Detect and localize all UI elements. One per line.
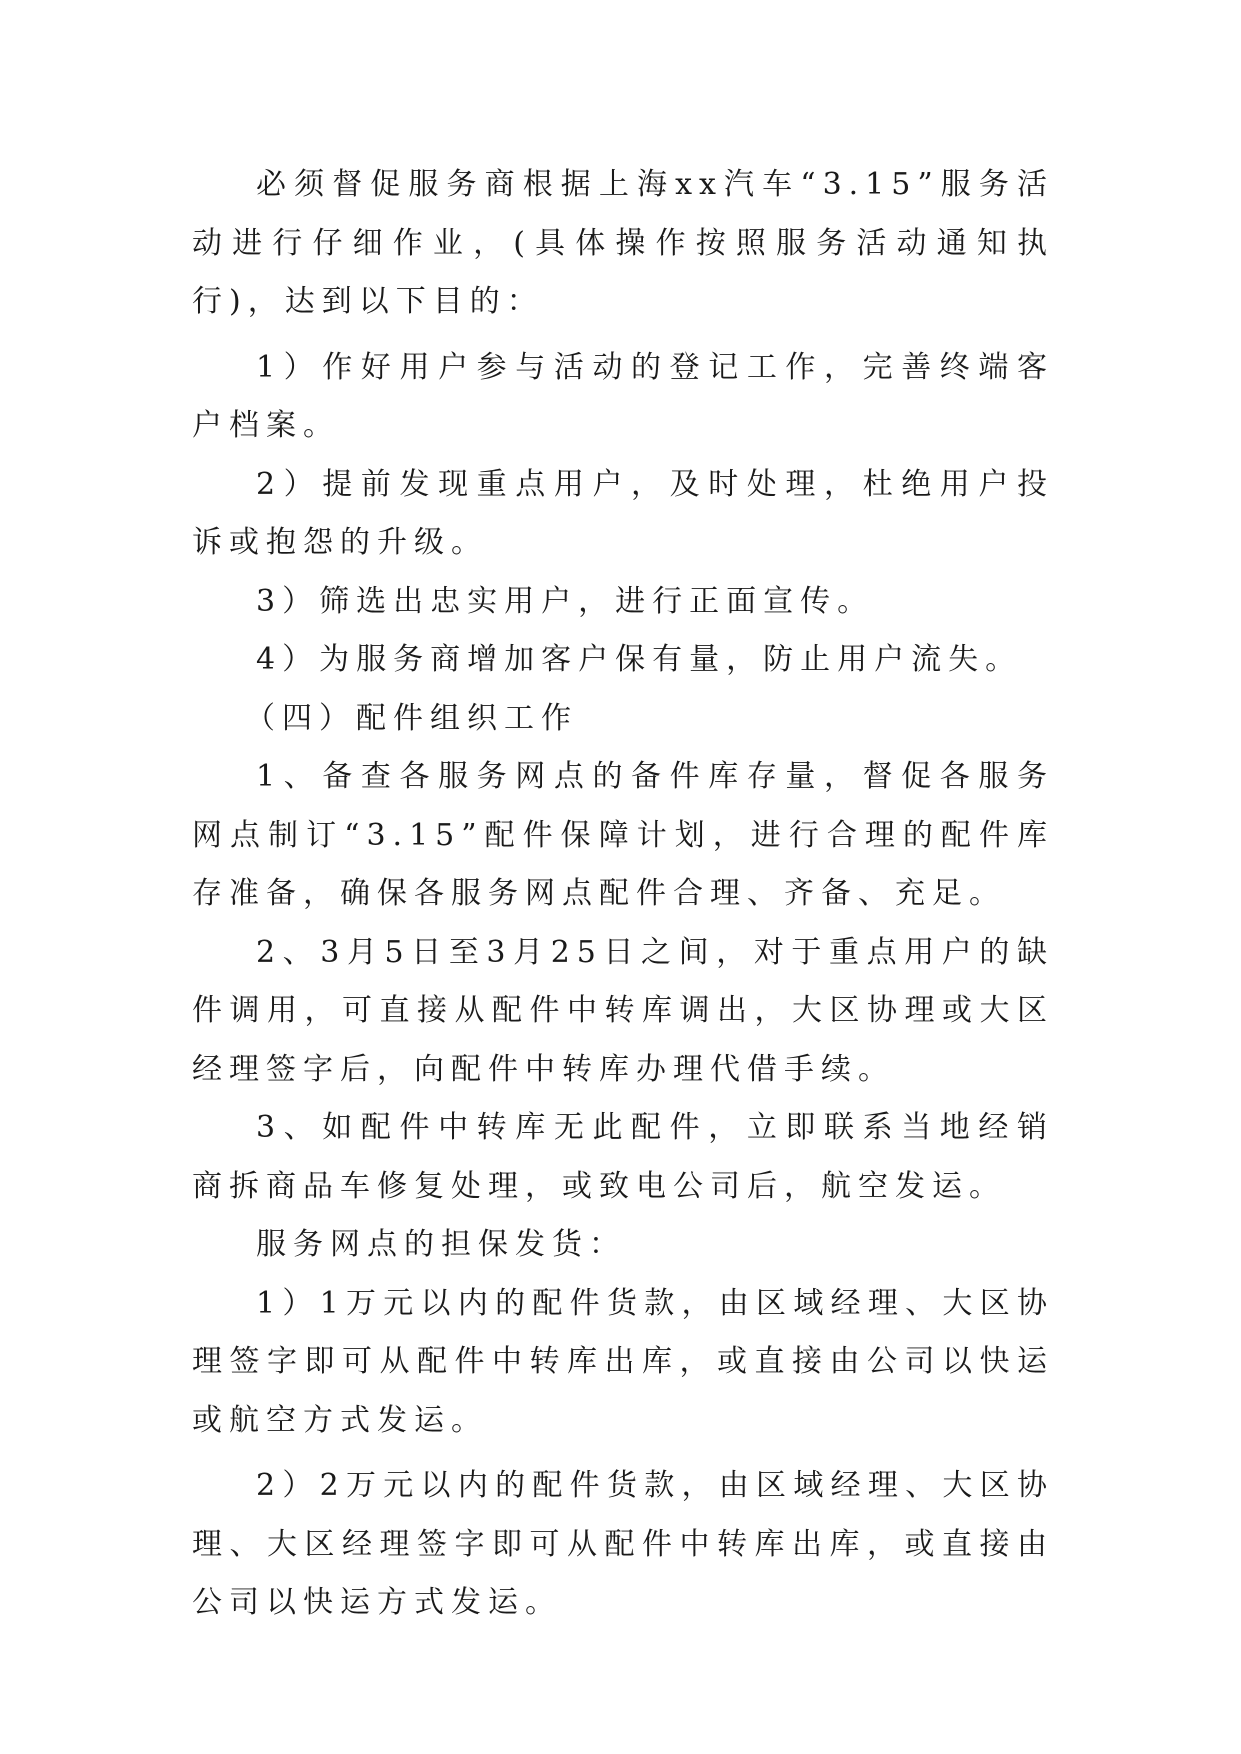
paragraph-parts-2: 2、3月5日至3月25日之间，对于重点用户的缺件调用，可直接从配件中转库调出，大区协理或大区经理签字后，向配件中转库办理代借手续。 bbox=[192, 934, 1054, 1087]
paragraph-parts-3: 3、如配件中转库无此配件，立即联系当地经销商拆商品车修复处理，或致电公司后，航空发运。 bbox=[192, 1110, 1054, 1204]
paragraph-guarantee-2: 2）2万元以内的配件货款，由区域经理、大区协理、大区经理签字即可从配件中转库出库，或直接由公司以快运方式发运。 bbox=[192, 1468, 1054, 1620]
paragraph-guarantee-1: 1）1万元以内的配件货款，由区域经理、大区协理签字即可从配件中转库出库，或直接由公司以快运或航空方式发运。 bbox=[192, 1285, 1054, 1438]
paragraph-item-4: 4）为服务商增加客户保有量，防止用户流失。 bbox=[256, 642, 1023, 677]
paragraph-item-3: 3）筛选出忠实用户，进行正面宣传。 bbox=[256, 583, 875, 619]
paragraph-item-2: 2）提前发现重点用户，及时处理，杜绝用户投诉或抱怨的升级。 bbox=[192, 466, 1054, 560]
paragraph-item-1: 1）作好用户参与活动的登记工作，完善终端客户档案。 bbox=[192, 349, 1054, 443]
paragraph-intro: 必须督促服务商根据上海xx汽车“3.15”服务活动进行仔细作业，(具体操作按照服务活动通知执行)，达到以下目的： bbox=[192, 167, 1054, 319]
paragraph-guarantee-title: 服务网点的担保发货： bbox=[256, 1227, 626, 1262]
document-body bbox=[192, 156, 1054, 1633]
section-heading: （四）配件组织工作 bbox=[245, 700, 578, 736]
paragraph-parts-1: 1、备查各服务网点的备件库存量，督促各服务网点制订“3.15”配件保障计划，进行合理的配件库存准备，确保各服务网点配件合理、齐备、充足。 bbox=[192, 759, 1054, 911]
